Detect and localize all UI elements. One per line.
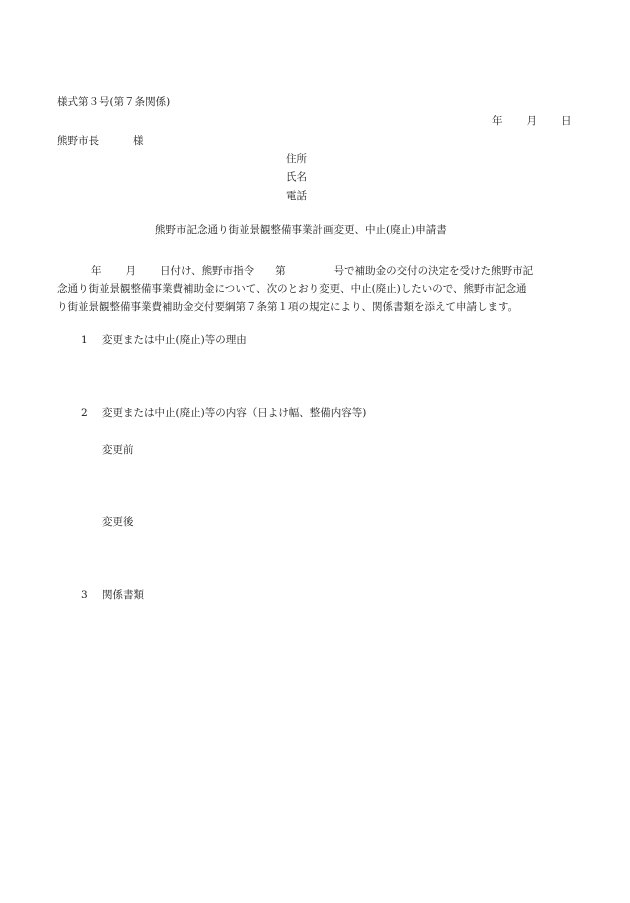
date-month-label: 月 xyxy=(526,115,537,127)
addressee-honorific: 様 xyxy=(133,135,144,147)
applicant-address-label: 住所 xyxy=(286,153,307,165)
addressee xyxy=(57,136,144,147)
section-3-number: 3 xyxy=(81,589,88,601)
section-2-title: 変更または中止(廃止)等の内容（日よけ幅、整備内容等) xyxy=(102,407,367,419)
body-year: 年 xyxy=(91,265,102,277)
section-2-number: 2 xyxy=(81,407,88,419)
section-3-title: 関係書類 xyxy=(102,589,144,601)
applicant-name-label: 氏名 xyxy=(286,171,307,183)
body-mid: 日付け、熊野市指令 xyxy=(160,265,255,277)
body-paragraph xyxy=(57,262,577,316)
applicant-phone-label: 電話 xyxy=(286,190,307,202)
date-day-label: 日 xyxy=(561,115,572,127)
body-line-2: 念通り街並景観整備事業費補助金について、次のとおり変更、中止(廃止)したいので、熊野市記念通 xyxy=(57,283,527,295)
body-month: 月 xyxy=(125,265,136,277)
body-dai: 第 xyxy=(275,265,286,277)
document-title: 熊野市記念通り街並景観整備事業計画変更、中止(廃止)申請書 xyxy=(155,224,447,236)
body-line-1 xyxy=(57,262,577,280)
section-1-title: 変更または中止(廃止)等の理由 xyxy=(102,334,247,346)
body-line-3: り街並景観整備事業費補助金交付要綱第７条第１項の規定により、関係書類を添えて申請します。 xyxy=(57,301,519,313)
body-rest: 号で補助金の交付の決定を受けた熊野市記 xyxy=(333,265,534,277)
date-line xyxy=(492,116,572,127)
date-year-label: 年 xyxy=(492,115,503,127)
section-1-number: 1 xyxy=(81,334,88,346)
form-number: 様式第３号(第７条関係) xyxy=(57,96,171,108)
section-2-after-label: 変更後 xyxy=(102,516,134,528)
addressee-name: 熊野市長 xyxy=(57,135,99,147)
section-2-before-label: 変更前 xyxy=(102,444,134,456)
